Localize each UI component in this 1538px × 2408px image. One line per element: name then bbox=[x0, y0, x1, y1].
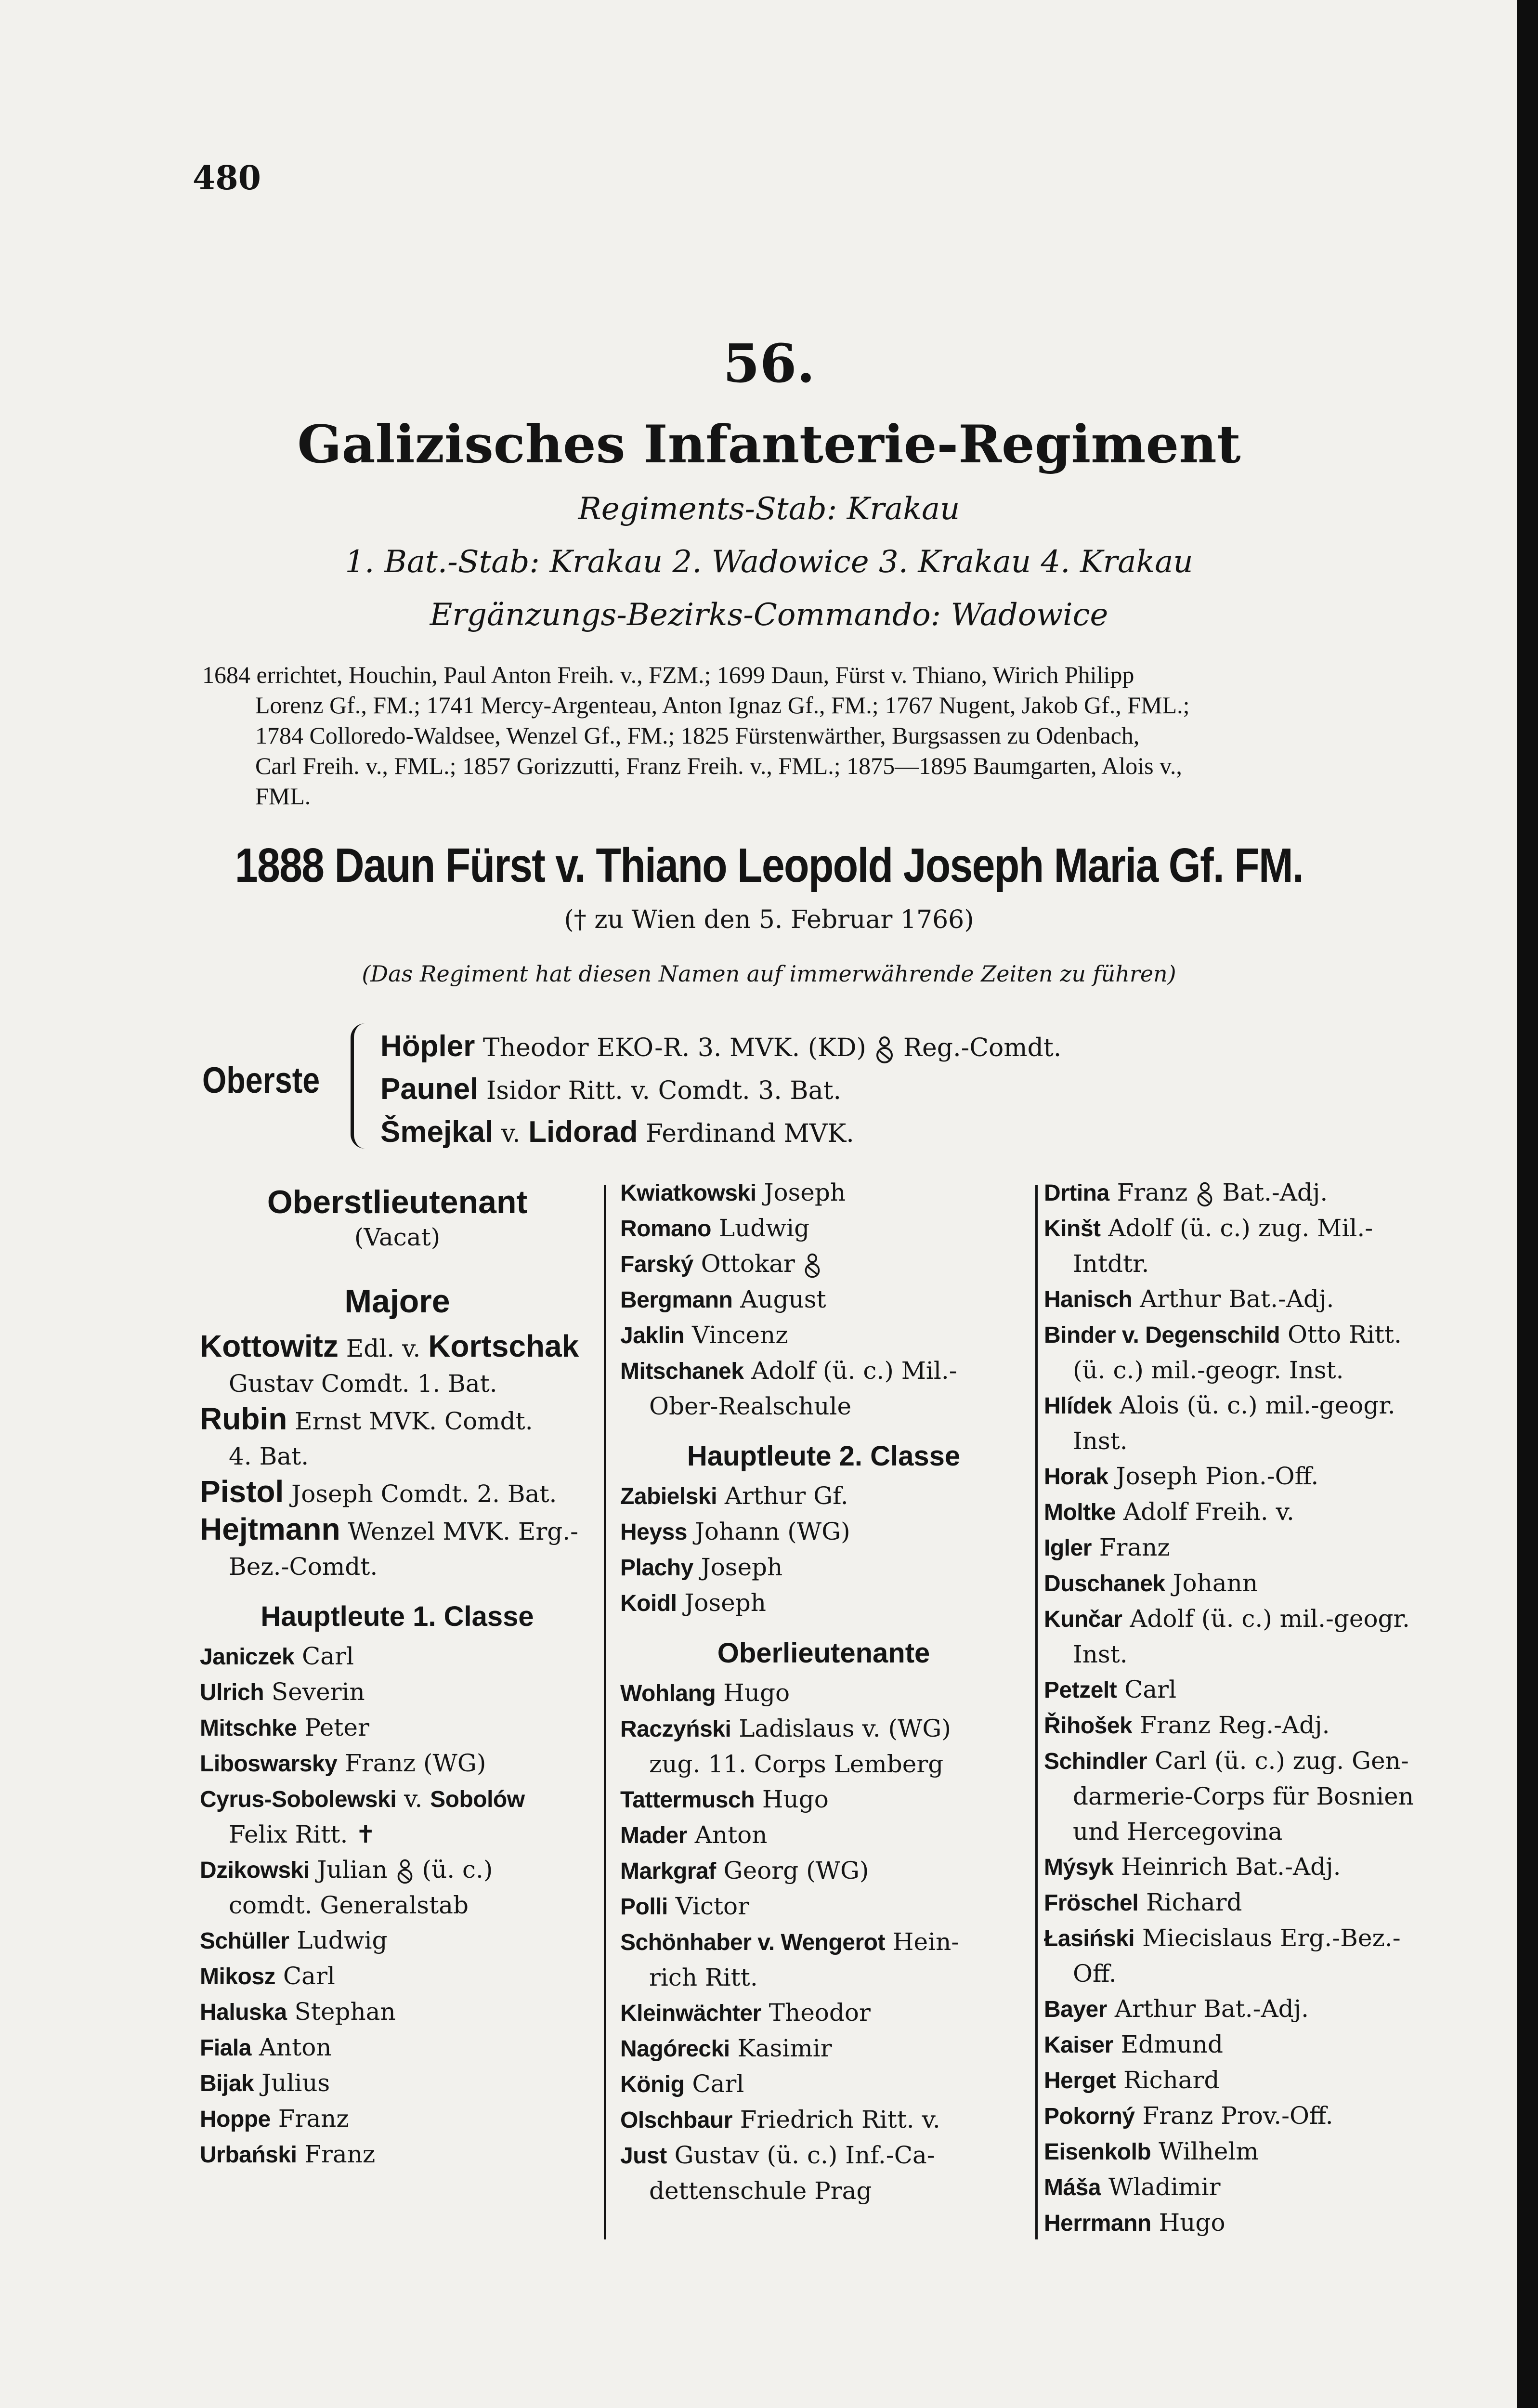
officer-details: Franz bbox=[270, 2105, 349, 2133]
officer-details: Julian bbox=[309, 1856, 395, 1884]
officer-entry bbox=[1044, 2098, 1448, 2134]
officer-entry bbox=[620, 2102, 1027, 2138]
officer-name: Mitschke bbox=[200, 1715, 297, 1741]
history-line: 1684 errichtet, Houchin, Paul Anton Freih. v., FZM.; 1699 Daun, Fürst v. Thiano, Wirich Philipp bbox=[202, 661, 1134, 688]
officer-details: Wladimir bbox=[1101, 2173, 1221, 2201]
oberst-entry bbox=[380, 1112, 1061, 1154]
history-line: Carl Freih. v., FML.; 1857 Gorizzutti, Franz Freih. v., FML.; 1875—1895 Baumgarten, Alois v., bbox=[255, 752, 1182, 779]
officer-entry bbox=[200, 1639, 595, 1675]
officer-details: Joseph Pion.-Off. bbox=[1108, 1462, 1319, 1490]
major-entry bbox=[200, 1474, 595, 1512]
officer-details: Joseph Comdt. 2. Bat. bbox=[284, 1480, 557, 1508]
officer-details: Victor bbox=[667, 1892, 750, 1920]
officer-details: Edmund bbox=[1113, 2030, 1223, 2058]
officer-details: Heinrich Bat.-Adj. bbox=[1113, 1853, 1341, 1881]
officer-details: Hugo bbox=[755, 1785, 829, 1813]
officer-details: Peter bbox=[297, 1714, 369, 1741]
officer-name: Mikosz bbox=[200, 1964, 276, 1989]
officer-details-cont: (ü. c.) mil.-geogr. Inst. bbox=[1073, 1356, 1344, 1384]
officer-entry bbox=[620, 1246, 1027, 1282]
officer-name: Cyrus-Sobolewski bbox=[200, 1787, 397, 1812]
battalion-stations: 1. Bat.-Stab: Krakau 2. Wadowice 3. Krakau 4. Krakau bbox=[345, 544, 1193, 580]
oberstlieutenant-heading: Oberstlieutenant bbox=[267, 1184, 528, 1220]
officer-entry bbox=[620, 1585, 1027, 1621]
officer-entry bbox=[620, 1711, 1027, 1782]
officer-entry bbox=[200, 1781, 595, 1852]
officer-name: Zabielski bbox=[620, 1484, 717, 1509]
oberst-entry bbox=[380, 1069, 1061, 1112]
officer-entry bbox=[1044, 1849, 1448, 1885]
history-line: Lorenz Gf., FM.; 1741 Mercy-Argenteau, Anton Ignaz Gf., FM.; 1767 Nugent, Jakob Gf., FML.; bbox=[255, 692, 1190, 719]
inhaber-title: 1888 Daun Fürst v. Thiano Leopold Joseph Maria Gf. FM. bbox=[235, 838, 1303, 892]
officer-details: Ludwig bbox=[711, 1214, 810, 1242]
officer-details-cont: dettenschule Prag bbox=[649, 2177, 872, 2205]
order-decoration-icon bbox=[874, 1035, 895, 1065]
officer-entry bbox=[1044, 1494, 1448, 1530]
officer-entry bbox=[620, 2067, 1027, 2102]
officer-function: Reg.-Comdt. bbox=[903, 1034, 1062, 1062]
officer-entry bbox=[620, 1889, 1027, 1924]
officer-entry bbox=[1044, 1175, 1448, 1211]
officer-details: Ludwig bbox=[289, 1926, 388, 1954]
officer-entry bbox=[1044, 1388, 1448, 1459]
officer-name: König bbox=[620, 2072, 685, 2097]
officer-details-cont: Inst. bbox=[1073, 1427, 1128, 1455]
officer-name: Łasiński bbox=[1044, 1926, 1135, 1951]
officer-entry bbox=[620, 1853, 1027, 1889]
officer-details: Johann (WG) bbox=[687, 1518, 850, 1545]
officer-details-cont: Intdtr. bbox=[1073, 1250, 1149, 1278]
officer-name: Ulrich bbox=[200, 1680, 264, 1705]
officer-details: Gustav Comdt. 1. Bat. bbox=[229, 1370, 497, 1398]
order-decoration-icon bbox=[1195, 1181, 1214, 1208]
officer-entry bbox=[200, 1923, 595, 1959]
officer-entry bbox=[1044, 1566, 1448, 1601]
officer-name: Raczyński bbox=[620, 1716, 731, 1742]
order-decoration-icon bbox=[395, 1858, 415, 1885]
officer-details-cont: Bez.-Comdt. bbox=[229, 1553, 378, 1581]
officer-name-predicate: Lidorad bbox=[528, 1115, 638, 1149]
officer-name: Bayer bbox=[1044, 1997, 1107, 2022]
officer-entry bbox=[620, 2031, 1027, 2067]
officer-details-suffix: Bat.-Adj. bbox=[1214, 1178, 1328, 1206]
officer-details: Friedrich Ritt. v. bbox=[732, 2106, 940, 2133]
officer-entry bbox=[200, 2030, 595, 2066]
officer-details: Georg (WG) bbox=[716, 1857, 869, 1885]
officer-name: Kleinwächter bbox=[620, 2001, 761, 2026]
officer-entry bbox=[1044, 1708, 1448, 1743]
officer-entry bbox=[200, 1675, 595, 1710]
majore-heading: Majore bbox=[344, 1283, 450, 1320]
officer-details-cont: darmerie-Corps für Bosnien bbox=[1073, 1782, 1414, 1810]
officer-details: Franz bbox=[1109, 1178, 1196, 1206]
officer-details: Stephan bbox=[287, 1998, 396, 2026]
officer-entry bbox=[1044, 1921, 1448, 1991]
officer-name: Hoppe bbox=[200, 2107, 271, 2132]
officer-details: Joseph bbox=[677, 1589, 766, 1617]
officer-name: Mitschanek bbox=[620, 1359, 744, 1384]
officer-details: Arthur Gf. bbox=[717, 1482, 848, 1510]
history-line: 1784 Colloredo-Waldsee, Wenzel Gf., FM.; 1825 Fürstenwärther, Burgsassen zu Odenbach, bbox=[255, 722, 1140, 749]
officer-name: Horak bbox=[1044, 1464, 1108, 1490]
officer-name: Šmejkal bbox=[380, 1115, 494, 1149]
column-2 bbox=[620, 1175, 1027, 2209]
oberlieutenante-heading: Oberlieutenante bbox=[717, 1637, 930, 1669]
officer-details: Otto Ritt. bbox=[1280, 1321, 1402, 1348]
officer-details: Carl bbox=[684, 2070, 744, 2098]
officer-details: Anton bbox=[251, 2033, 332, 2061]
officer-name: Kottowitz bbox=[200, 1329, 339, 1363]
officer-entry bbox=[1044, 1211, 1448, 1282]
regiment-history bbox=[202, 660, 1445, 811]
officer-details: Hugo bbox=[1151, 2209, 1225, 2237]
officer-name: Řihošek bbox=[1044, 1713, 1133, 1739]
officer-details: Richard bbox=[1116, 2066, 1220, 2094]
major-entry bbox=[200, 1512, 595, 1584]
inhaber-death-note: († zu Wien den 5. Februar 1766) bbox=[564, 905, 974, 934]
officer-details: Adolf (ü. c.) zug. Mil.- bbox=[1100, 1214, 1373, 1242]
hauptleute-1-heading: Hauptleute 1. Classe bbox=[261, 1601, 534, 1632]
officer-name: Duschanek bbox=[1044, 1571, 1165, 1597]
officer-details: Isidor Ritt. v. Comdt. 3. Bat. bbox=[478, 1076, 841, 1105]
officer-entry bbox=[1044, 1601, 1448, 1672]
officer-entry bbox=[1044, 1743, 1448, 1849]
officer-details: Arthur Bat.-Adj. bbox=[1132, 1285, 1334, 1313]
officer-entry bbox=[200, 1710, 595, 1746]
officer-name: Nagórecki bbox=[620, 2036, 730, 2062]
officer-details: Kasimir bbox=[730, 2034, 832, 2062]
order-decoration-icon bbox=[803, 1252, 822, 1279]
officer-name: Höpler bbox=[380, 1030, 475, 1063]
officer-entry bbox=[200, 2101, 595, 2137]
officer-entry bbox=[1044, 2027, 1448, 2063]
officer-details: Johann bbox=[1165, 1569, 1258, 1597]
officer-details: Hein- bbox=[885, 1928, 960, 1956]
officer-name: Urbański bbox=[200, 2142, 297, 2168]
officer-entry bbox=[1044, 1530, 1448, 1566]
officer-name: Kinšt bbox=[1044, 1216, 1101, 1242]
officer-entry bbox=[1044, 2063, 1448, 2098]
officer-particle: v. bbox=[493, 1119, 529, 1148]
officer-details: Carl bbox=[294, 1642, 354, 1670]
officer-name: Schüller bbox=[200, 1928, 289, 1954]
regiment-name: Galizisches Infanterie-Regiment bbox=[297, 414, 1241, 475]
officer-details-cont: Felix Ritt. ✝ bbox=[229, 1820, 376, 1848]
scan-edge bbox=[1517, 0, 1538, 2408]
officer-name: Kaiser bbox=[1044, 2032, 1113, 2058]
officer-entry bbox=[200, 2137, 595, 2172]
officer-name: Tattermusch bbox=[620, 1787, 755, 1813]
officer-name: Dzikowski bbox=[200, 1858, 310, 1883]
officer-particle: Edl. v. bbox=[338, 1335, 429, 1362]
officer-particle: v. bbox=[396, 1785, 430, 1813]
officer-name: Mýsyk bbox=[1044, 1855, 1114, 1880]
officer-entry bbox=[620, 1514, 1027, 1550]
officer-entry bbox=[620, 1211, 1027, 1246]
officer-details: Adolf Freih. v. bbox=[1116, 1498, 1294, 1526]
officer-details: Franz Reg.-Adj. bbox=[1132, 1711, 1330, 1739]
officer-details: Julius bbox=[254, 2069, 330, 2097]
officer-details: Carl bbox=[1117, 1675, 1177, 1703]
officer-details: Vincenz bbox=[684, 1321, 788, 1349]
officer-entry bbox=[200, 1959, 595, 1994]
officer-name: Drtina bbox=[1044, 1180, 1109, 1206]
officer-entry bbox=[620, 1818, 1027, 1853]
officer-details: Adolf (ü. c.) Mil.- bbox=[743, 1357, 957, 1385]
officer-details-cont: und Hercegovina bbox=[1073, 1818, 1283, 1845]
oberst-entry bbox=[380, 1026, 1061, 1069]
officer-name: Moltke bbox=[1044, 1500, 1116, 1525]
officer-name-predicate: Kortschak bbox=[428, 1329, 579, 1363]
officer-details: Miecislaus Erg.-Bez.- bbox=[1134, 1924, 1401, 1952]
officer-name: Plachy bbox=[620, 1555, 693, 1581]
officer-details: Ladislaus v. (WG) bbox=[731, 1714, 951, 1742]
officer-entry bbox=[1044, 1282, 1448, 1317]
officer-details: Franz (WG) bbox=[337, 1749, 486, 1777]
column-1 bbox=[200, 1175, 595, 2172]
inhaber-name-note: (Das Regiment hat diesen Namen auf immerwährende Zeiten zu führen) bbox=[362, 961, 1176, 987]
regiment-stab: Regiments-Stab: Krakau bbox=[578, 491, 960, 527]
officer-details: Gustav (ü. c.) Inf.-Ca- bbox=[666, 2141, 935, 2169]
officer-details: Franz bbox=[1091, 1533, 1170, 1561]
officer-name-predicate: Sobolów bbox=[430, 1787, 525, 1812]
officer-entry bbox=[620, 1675, 1027, 1711]
officer-name: Binder v. Degenschild bbox=[1044, 1322, 1280, 1348]
oberstlieutenant-vacat: (Vacat) bbox=[354, 1223, 441, 1251]
officer-entry bbox=[620, 1353, 1027, 1424]
officer-details: Ernst MVK. Comdt. bbox=[287, 1407, 533, 1435]
officer-name: Hlídek bbox=[1044, 1393, 1112, 1419]
officer-name: Polli bbox=[620, 1894, 668, 1920]
officer-name: Bergmann bbox=[620, 1287, 733, 1313]
officer-details: Adolf (ü. c.) mil.-geogr. bbox=[1122, 1605, 1410, 1633]
officer-name: Schönhaber v. Wengerot bbox=[620, 1930, 885, 1955]
oberste-label: Oberste bbox=[202, 1060, 320, 1101]
officer-details: Ferdinand MVK. bbox=[638, 1119, 854, 1148]
officer-name: Janiczek bbox=[200, 1644, 295, 1670]
officer-entry bbox=[1044, 1317, 1448, 1388]
officer-name: Eisenkolb bbox=[1044, 2139, 1151, 2165]
officer-details-cont: rich Ritt. bbox=[649, 1963, 758, 1991]
officer-name: Koidl bbox=[620, 1591, 677, 1616]
officer-details: Franz Prov.-Off. bbox=[1134, 2102, 1333, 2130]
column-rule bbox=[604, 1185, 606, 2239]
officer-details: Richard bbox=[1138, 1888, 1242, 1916]
officer-name: Markgraf bbox=[620, 1858, 716, 1884]
officer-details: Wilhelm bbox=[1151, 2137, 1259, 2165]
officer-details: Joseph bbox=[693, 1553, 783, 1581]
officer-entry bbox=[620, 1924, 1027, 1995]
officer-details-cont: 4. Bat. bbox=[229, 1442, 309, 1470]
officer-name: Hanisch bbox=[1044, 1287, 1133, 1312]
officer-entry bbox=[1044, 2170, 1448, 2205]
officer-name: Pistol bbox=[200, 1474, 284, 1509]
officer-details: Carl bbox=[275, 1962, 335, 1990]
history-line: FML. bbox=[255, 783, 311, 810]
officer-entry bbox=[620, 1782, 1027, 1818]
officer-details: Alois (ü. c.) mil.-geogr. bbox=[1112, 1391, 1395, 1419]
hauptleute-2-heading: Hauptleute 2. Classe bbox=[687, 1440, 961, 1472]
officer-name: Fröschel bbox=[1044, 1890, 1139, 1916]
officer-name: Romano bbox=[620, 1216, 711, 1242]
officer-name: Petzelt bbox=[1044, 1677, 1117, 1703]
officer-details: Theodor EKO-R. 3. MVK. (KD) bbox=[475, 1034, 874, 1062]
officer-details-cont: Ober-Realschule bbox=[649, 1392, 852, 1420]
officer-entry bbox=[620, 1550, 1027, 1585]
ergaenzung-commando: Ergänzungs-Bezirks-Commando: Wadowice bbox=[430, 597, 1108, 633]
officer-name: Farský bbox=[620, 1252, 693, 1277]
officer-name: Jaklin bbox=[620, 1323, 685, 1348]
officer-details: Franz bbox=[297, 2140, 376, 2168]
officer-entry bbox=[1044, 2134, 1448, 2170]
officer-entry bbox=[620, 1479, 1027, 1514]
officer-details-cont: zug. 11. Corps Lemberg bbox=[649, 1750, 944, 1778]
officer-entry bbox=[1044, 2205, 1448, 2241]
officer-entry bbox=[1044, 1991, 1448, 2027]
officer-entry bbox=[200, 1994, 595, 2030]
officer-name: Olschbaur bbox=[620, 2107, 732, 2133]
officer-entry bbox=[200, 2066, 595, 2101]
officer-name: Fiala bbox=[200, 2035, 251, 2061]
officer-name: Kunčar bbox=[1044, 1607, 1122, 1632]
major-entry bbox=[200, 1329, 595, 1401]
column-3 bbox=[1044, 1175, 1448, 2241]
officer-details: Severin bbox=[264, 1678, 365, 1706]
officer-name: Igler bbox=[1044, 1535, 1092, 1561]
officer-entry bbox=[620, 2138, 1027, 2209]
officer-details-cont: Inst. bbox=[1073, 1640, 1128, 1668]
officer-name: Pokorný bbox=[1044, 2104, 1135, 2129]
officer-name: Schindler bbox=[1044, 1749, 1147, 1774]
officer-entry bbox=[620, 1282, 1027, 1318]
officer-name: Herget bbox=[1044, 2068, 1116, 2094]
regiment-number: 56. bbox=[723, 332, 815, 394]
officer-name: Just bbox=[620, 2143, 667, 2169]
page-number: 480 bbox=[193, 159, 261, 197]
officer-entry bbox=[620, 1995, 1027, 2031]
officer-entry bbox=[1044, 1885, 1448, 1921]
officer-details: Anton bbox=[687, 1821, 768, 1849]
officer-details: Hugo bbox=[716, 1679, 790, 1707]
officer-name: Herrmann bbox=[1044, 2211, 1151, 2236]
officer-entry bbox=[200, 1852, 595, 1923]
officer-name: Heyss bbox=[620, 1519, 687, 1545]
officer-name: Wohlang bbox=[620, 1681, 716, 1706]
officer-name: Liboswarsky bbox=[200, 1751, 338, 1777]
officer-details-suffix: (ü. c.) bbox=[414, 1856, 493, 1884]
major-entry bbox=[200, 1401, 595, 1474]
brace-bracket bbox=[351, 1023, 373, 1149]
officer-name: Paunel bbox=[380, 1073, 479, 1106]
officer-name: Hejtmann bbox=[200, 1512, 340, 1546]
oberste-list bbox=[380, 1026, 1061, 1154]
officer-details-cont: comdt. Generalstab bbox=[229, 1891, 469, 1919]
officer-name: Kwiatkowski bbox=[620, 1180, 756, 1206]
officer-entry bbox=[1044, 1459, 1448, 1494]
officer-details-cont: Off. bbox=[1073, 1960, 1117, 1988]
officer-name: Rubin bbox=[200, 1401, 287, 1436]
officer-details: August bbox=[732, 1285, 826, 1313]
officer-details: Arthur Bat.-Adj. bbox=[1107, 1995, 1309, 2023]
officer-entry bbox=[620, 1175, 1027, 1211]
officer-details: Theodor bbox=[761, 1999, 871, 2027]
officer-entry bbox=[200, 1746, 595, 1781]
officer-details: Ottokar bbox=[693, 1250, 803, 1278]
officer-name: Haluska bbox=[200, 2000, 287, 2025]
column-rule bbox=[1035, 1185, 1038, 2239]
officer-details: Joseph bbox=[756, 1178, 846, 1206]
officer-name: Mader bbox=[620, 1823, 687, 1848]
officer-details: Carl (ü. c.) zug. Gen- bbox=[1147, 1747, 1409, 1775]
officer-name: Máša bbox=[1044, 2175, 1101, 2200]
officer-entry bbox=[620, 1318, 1027, 1353]
officer-name: Bijak bbox=[200, 2071, 254, 2096]
officer-details: Wenzel MVK. Erg.- bbox=[340, 1518, 579, 1545]
officer-entry bbox=[1044, 1672, 1448, 1708]
